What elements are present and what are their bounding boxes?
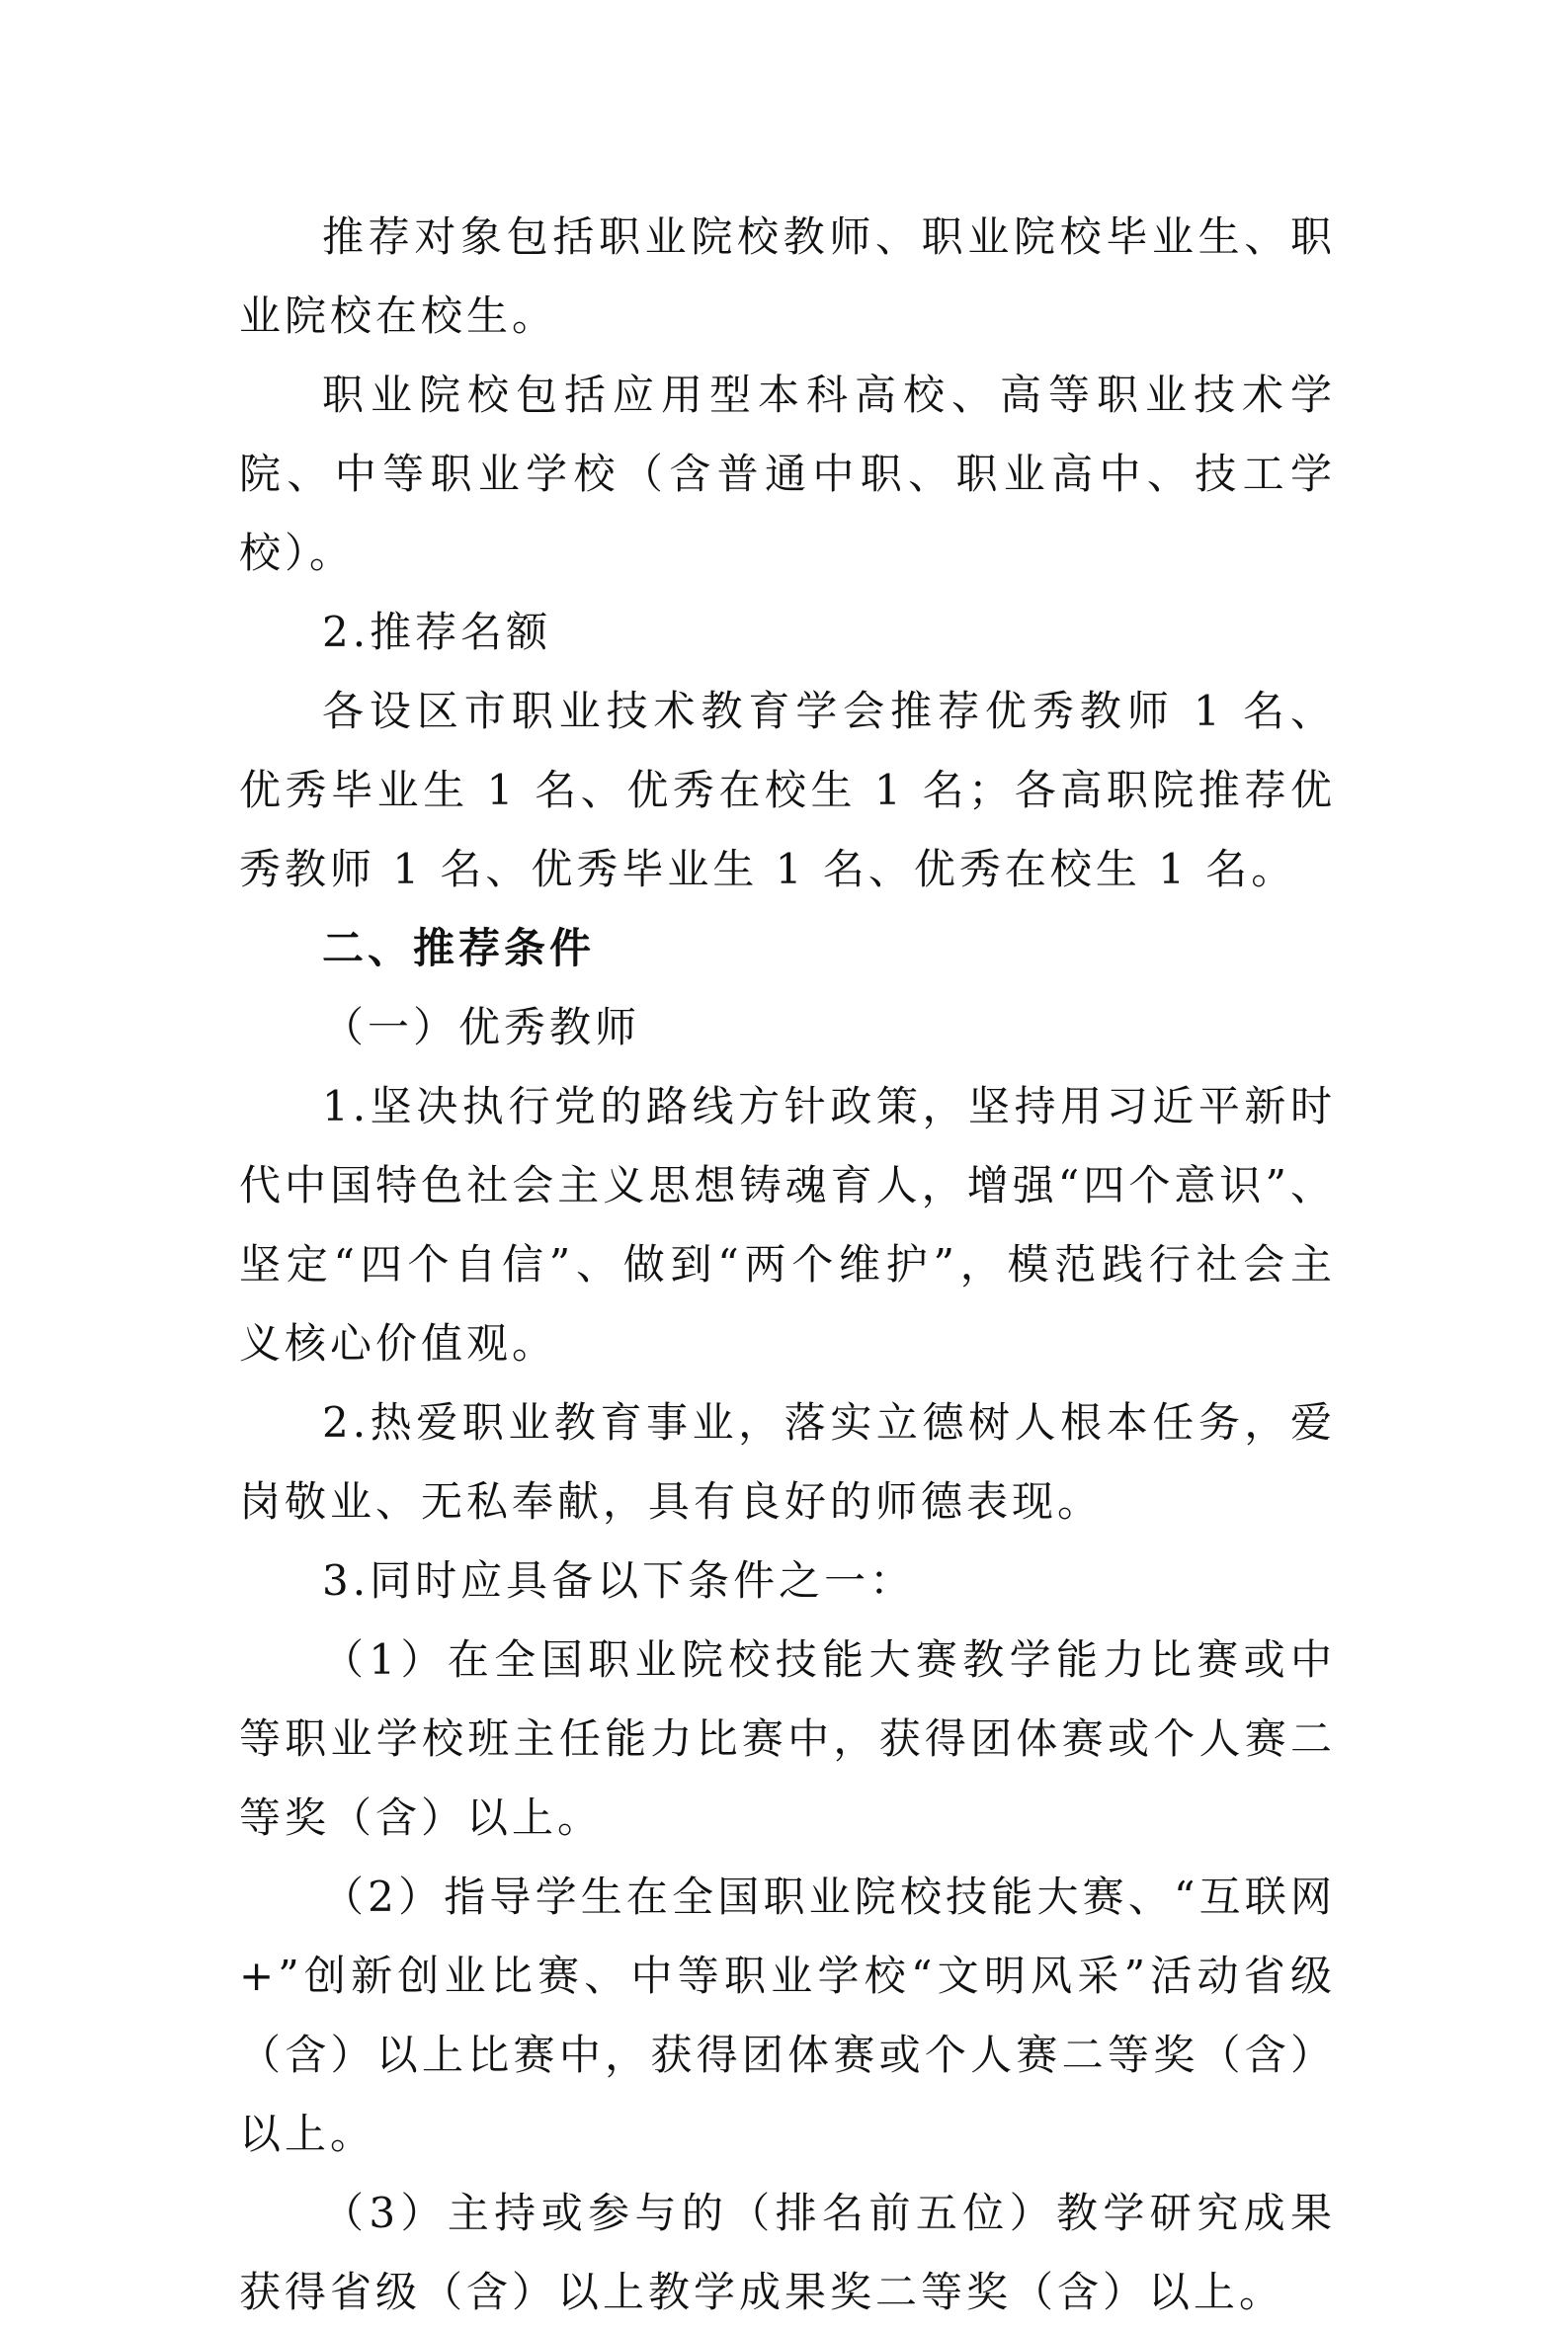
paragraph-recommend-targets: 推荐对象包括职业院校教师、职业院校毕业生、职业院校在校生。 [239,212,1336,340]
section-heading-conditions: 二、推荐条件 [322,924,596,972]
paragraph-quota-details: 各设区市职业技术教育学会推荐优秀教师 1 名、优秀毕业生 1 名、优秀在校生 1 名；各高职院推荐优秀教师 1 名、优秀毕业生 1 名、优秀在校生 1 名。 [239,687,1336,893]
document-body [239,198,1336,2332]
paragraph-condition-3-item-2: （2）指导学生在全国职业院校技能大赛、“互联网+”创新创业比赛、中等职业学校“文明风采”活动省级（含）以上比赛中，获得团体赛或个人赛二等奖（含）以上。 [239,1873,1336,2158]
paragraph-condition-3: 3.同时应具备以下条件之一： [322,1556,916,1605]
paragraph-quota-title: 2.推荐名额 [322,608,552,656]
subheading-excellent-teacher: （一）优秀教师 [322,1003,641,1051]
paragraph-condition-1: 1.坚决执行党的路线方针政策，坚持用习近平新时代中国特色社会主义思想铸魂育人，增强“四个意识”、坚定“四个自信”、做到“两个维护”，模范践行社会主义核心价值观。 [239,1082,1336,1368]
paragraph-vocational-schools: 职业院校包括应用型本科高校、高等职业技术学院、中等职业学校（含普通中职、职业高中、技工学校）。 [239,371,1336,577]
paragraph-condition-2: 2.热爱职业教育事业，落实立德树人根本任务，爱岗敬业、无私奉献，具有良好的师德表现。 [239,1398,1336,1526]
paragraph-condition-3-item-1: （1）在全国职业院校技能大赛教学能力比赛或中等职业学校班主任能力比赛中，获得团体赛或个人赛二等奖（含）以上。 [239,1635,1336,1842]
paragraph-condition-3-item-3: （3）主持或参与的（排名前五位）教学研究成果获得省级（含）以上教学成果奖二等奖（含）以上。 [239,2189,1336,2316]
